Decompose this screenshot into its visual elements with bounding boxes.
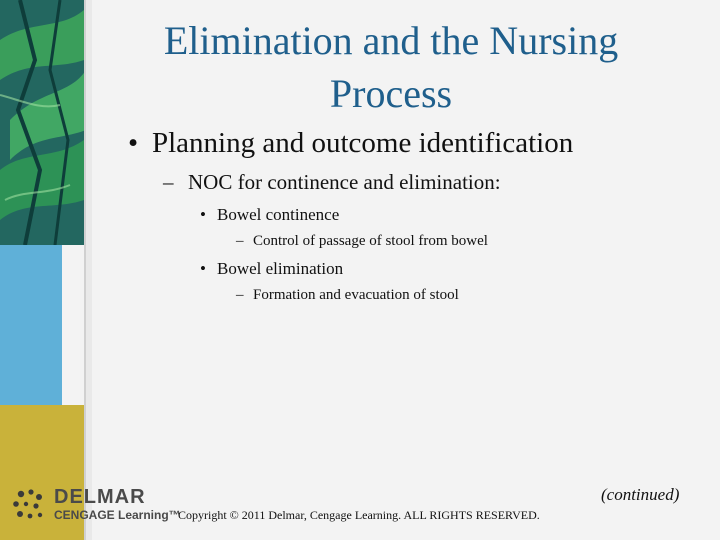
- bullet-dot-icon: •: [200, 259, 206, 278]
- bullet-level-4: [236, 233, 488, 250]
- bullet-dash-icon: –: [236, 287, 244, 303]
- continued-label: (continued): [601, 485, 680, 504]
- bullet-text: Planning and outcome identification: [152, 127, 574, 159]
- bullet-text: NOC for continence and elimination:: [188, 170, 501, 194]
- sidebar-art-panel: [0, 0, 92, 540]
- bullet-text: Bowel elimination: [217, 259, 344, 278]
- bullet-level-3: [200, 259, 343, 279]
- bullet-text: Formation and evacuation of stool: [253, 287, 459, 303]
- bullet-level-1: [128, 127, 573, 160]
- bullet-text: Control of passage of stool from bowel: [253, 233, 488, 249]
- bullet-text: Bowel continence: [217, 205, 340, 224]
- copyright-text: Copyright © 2011 Delmar, Cengage Learning. ALL RIGHTS RESERVED.: [178, 508, 540, 522]
- bullet-dash-icon: –: [236, 233, 244, 249]
- bullet-level-4: [236, 287, 459, 304]
- delmar-logo: [12, 484, 182, 528]
- title-line-1: Elimination and the Nursing: [163, 18, 619, 63]
- bullet-level-3: [200, 205, 339, 225]
- logo-subtitle: CENGAGE Learning™: [54, 508, 181, 522]
- leaf-photo-art: [0, 0, 92, 540]
- slide-title: [100, 14, 682, 120]
- bullet-dot-icon: •: [200, 205, 206, 224]
- bullet-dot-icon: •: [128, 127, 139, 159]
- delmar-dots-icon: [12, 488, 46, 522]
- title-line-2: Process: [329, 71, 453, 116]
- logo-name: DELMAR: [54, 486, 146, 508]
- bullet-dash-icon: –: [163, 170, 174, 194]
- bullet-level-2: [163, 170, 501, 195]
